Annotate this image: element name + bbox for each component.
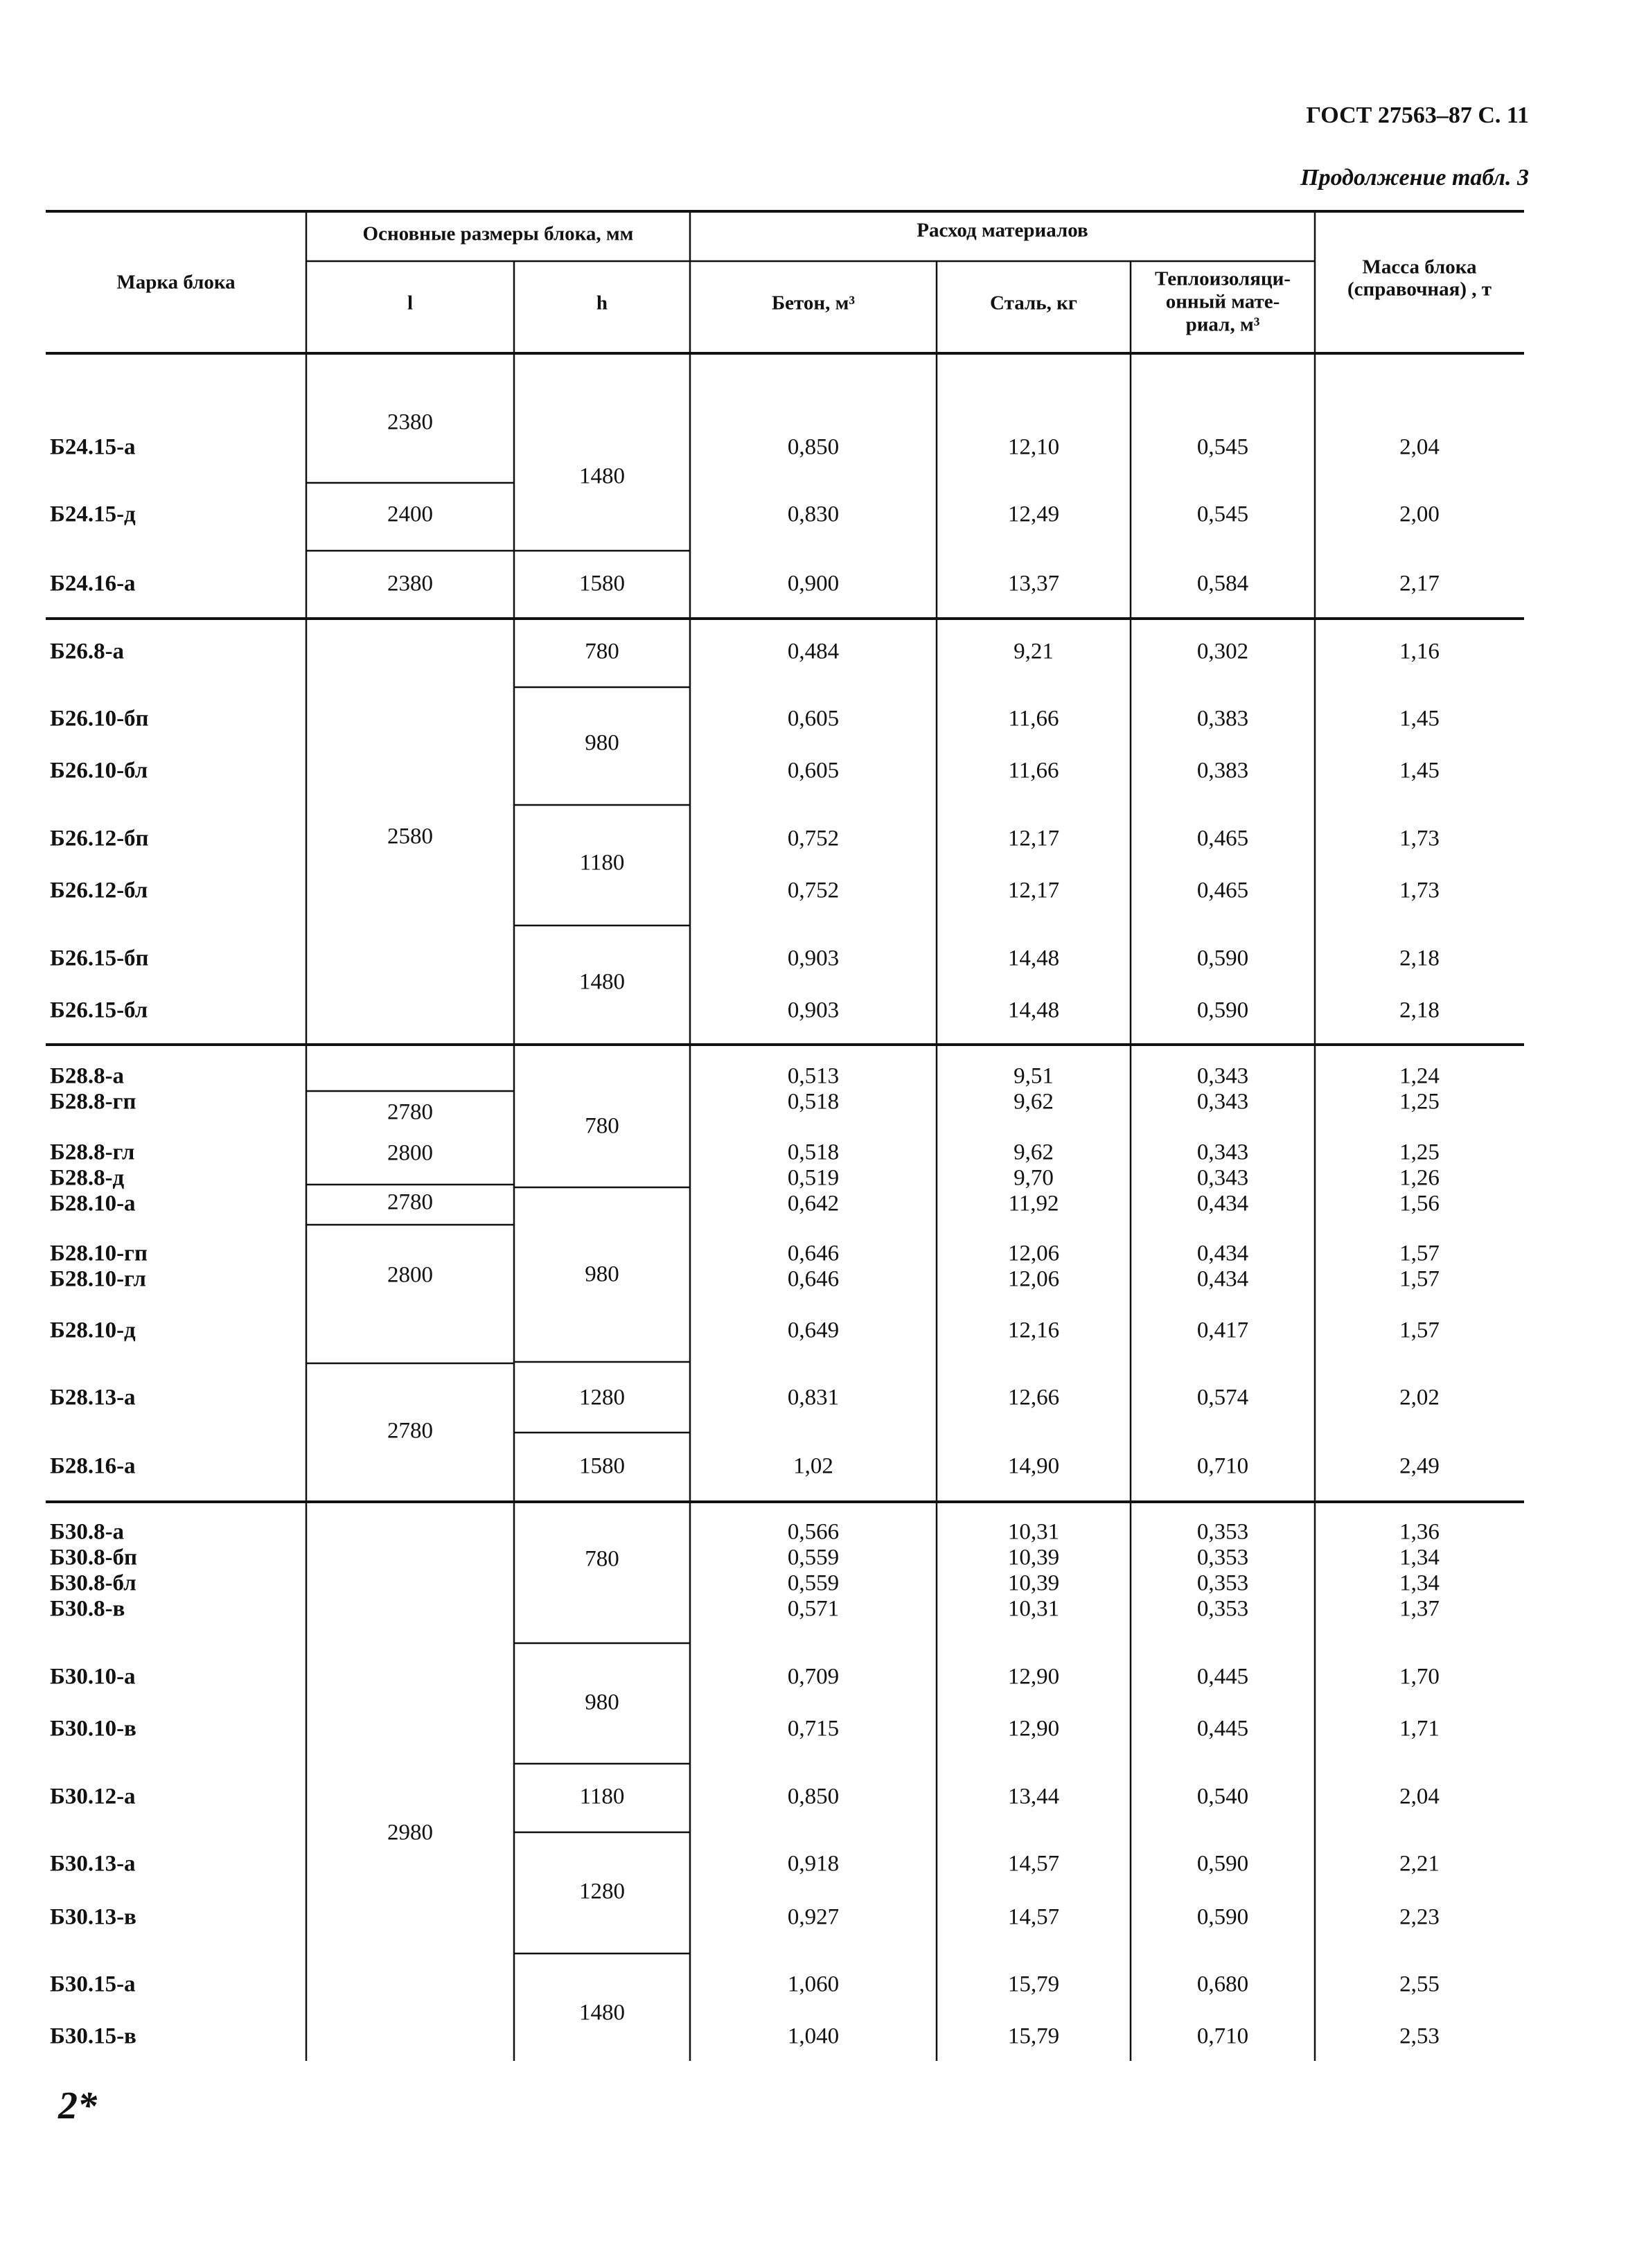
block-mark: Б30.8-а — [50, 1519, 125, 1545]
block-mark: Б26.12-бп — [50, 826, 149, 851]
mass-value: 1,56 — [1399, 1191, 1440, 1216]
insulation-value: 0,353 — [1196, 1596, 1249, 1622]
block-mark: Б28.8-гл — [50, 1140, 135, 1165]
concrete-value: 0,571 — [787, 1596, 840, 1622]
steel-value: 12,10 — [1007, 434, 1060, 460]
steel-value: 9,70 — [1014, 1165, 1054, 1191]
concrete-value: 0,646 — [787, 1241, 840, 1266]
header-h: h — [596, 292, 608, 314]
concrete-value: 0,900 — [787, 571, 840, 596]
concrete-value: 0,518 — [787, 1089, 840, 1115]
block-mark: Б24.16-а — [50, 571, 136, 596]
h-value: 1280 — [579, 1879, 625, 1904]
h-value: 980 — [585, 730, 619, 756]
h-value: 1280 — [579, 1385, 625, 1410]
block-mark: Б30.13-а — [50, 1851, 136, 1877]
mass-value: 1,36 — [1399, 1519, 1440, 1545]
h-value: 1180 — [579, 1784, 625, 1809]
h-value: 1480 — [579, 969, 625, 995]
block-mark: Б30.8-в — [50, 1596, 125, 1622]
steel-value: 14,48 — [1007, 998, 1060, 1023]
mass-value: 2,04 — [1399, 434, 1440, 460]
steel-value: 11,66 — [1008, 758, 1059, 783]
block-mark: Б30.8-бл — [50, 1570, 136, 1596]
steel-value: 11,92 — [1008, 1191, 1059, 1216]
mass-value: 1,45 — [1399, 706, 1440, 732]
steel-value: 12,16 — [1007, 1318, 1060, 1343]
steel-value: 14,90 — [1007, 1453, 1060, 1479]
block-mark: Б26.10-бл — [50, 758, 148, 783]
insulation-value: 0,383 — [1196, 758, 1249, 783]
concrete-value: 0,830 — [787, 502, 840, 527]
block-mark: Б28.13-а — [50, 1385, 136, 1410]
l-value: 2380 — [387, 571, 433, 596]
block-mark: Б26.10-бп — [50, 706, 149, 732]
insulation-value: 0,353 — [1196, 1519, 1249, 1545]
insulation-value: 0,343 — [1196, 1165, 1249, 1191]
concrete-value: 1,02 — [793, 1453, 833, 1479]
concrete-value: 0,903 — [787, 946, 840, 971]
mass-value: 1,71 — [1399, 1716, 1440, 1742]
l-value: 2780 — [387, 1099, 433, 1125]
steel-value: 11,66 — [1008, 706, 1059, 732]
concrete-value: 0,518 — [787, 1140, 840, 1165]
steel-value: 9,21 — [1014, 639, 1054, 664]
mass-value: 2,17 — [1399, 571, 1440, 596]
mass-value: 2,02 — [1399, 1385, 1440, 1410]
block-mark: Б28.10-гп — [50, 1241, 148, 1266]
steel-value: 9,62 — [1014, 1089, 1054, 1115]
block-mark: Б28.16-а — [50, 1453, 136, 1479]
mass-value: 1,45 — [1399, 758, 1440, 783]
concrete-value: 0,918 — [787, 1851, 840, 1877]
header-mark: Марка блока — [116, 271, 236, 294]
concrete-value: 0,605 — [787, 706, 840, 732]
mass-value: 2,55 — [1399, 1972, 1440, 1997]
mass-value: 2,00 — [1399, 502, 1440, 527]
insulation-value: 0,353 — [1196, 1545, 1249, 1570]
block-mark: Б26.15-бп — [50, 946, 149, 971]
insulation-value: 0,353 — [1196, 1570, 1249, 1596]
insulation-value: 0,465 — [1196, 878, 1249, 903]
insulation-value: 0,680 — [1196, 1972, 1249, 1997]
h-value: 980 — [585, 1261, 619, 1287]
mass-value: 1,70 — [1399, 1664, 1440, 1690]
block-mark: Б28.8-а — [50, 1063, 125, 1089]
insulation-value: 0,590 — [1196, 998, 1249, 1023]
mass-value: 2,18 — [1399, 998, 1440, 1023]
h-value: 780 — [585, 1546, 619, 1572]
block-mark: Б30.10-в — [50, 1716, 136, 1742]
insulation-value: 0,343 — [1196, 1063, 1249, 1089]
l-value: 2800 — [387, 1140, 433, 1166]
concrete-value: 0,484 — [787, 639, 840, 664]
insulation-value: 0,590 — [1196, 1851, 1249, 1877]
mass-value: 2,21 — [1399, 1851, 1440, 1877]
mass-value: 1,57 — [1399, 1318, 1440, 1343]
concrete-value: 0,559 — [787, 1545, 840, 1570]
steel-value: 12,90 — [1007, 1664, 1060, 1690]
insulation-value: 0,574 — [1196, 1385, 1249, 1410]
mass-value: 1,24 — [1399, 1063, 1440, 1089]
insulation-value: 0,445 — [1196, 1716, 1249, 1742]
l-value: 2780 — [387, 1189, 433, 1215]
mass-value: 1,25 — [1399, 1089, 1440, 1115]
insulation-value: 0,302 — [1196, 639, 1249, 664]
block-mark: Б30.15-в — [50, 2023, 136, 2049]
insulation-value: 0,710 — [1196, 2023, 1249, 2049]
h-value: 780 — [585, 639, 619, 664]
concrete-value: 0,715 — [787, 1716, 840, 1742]
concrete-value: 0,566 — [787, 1519, 840, 1545]
h-value: 980 — [585, 1690, 619, 1715]
block-mark: Б26.12-бл — [50, 878, 148, 903]
insulation-value: 0,584 — [1196, 571, 1249, 596]
page-signature-mark: 2* — [58, 2084, 97, 2127]
block-mark: Б28.8-гп — [50, 1089, 136, 1115]
steel-value: 10,39 — [1007, 1570, 1060, 1596]
l-value: 2380 — [387, 409, 433, 435]
h-value: 780 — [585, 1113, 619, 1139]
steel-value: 12,17 — [1007, 878, 1060, 903]
steel-value: 9,51 — [1014, 1063, 1054, 1089]
insulation-value: 0,590 — [1196, 1904, 1249, 1930]
concrete-value: 0,649 — [787, 1318, 840, 1343]
mass-value: 2,18 — [1399, 946, 1440, 971]
insulation-value: 0,383 — [1196, 706, 1249, 732]
mass-value: 1,26 — [1399, 1165, 1440, 1191]
block-mark: Б24.15-а — [50, 434, 136, 460]
concrete-value: 1,060 — [787, 1972, 840, 1997]
mass-value: 2,23 — [1399, 1904, 1440, 1930]
steel-value: 10,31 — [1007, 1596, 1060, 1622]
l-value: 2980 — [387, 1820, 433, 1845]
concrete-value: 0,605 — [787, 758, 840, 783]
h-value: 1480 — [579, 2000, 625, 2026]
h-value: 1480 — [579, 463, 625, 489]
mass-value: 1,34 — [1399, 1545, 1440, 1570]
steel-value: 10,39 — [1007, 1545, 1060, 1570]
concrete-value: 0,752 — [787, 826, 840, 851]
mass-value: 1,57 — [1399, 1266, 1440, 1292]
steel-value: 13,44 — [1007, 1784, 1060, 1809]
concrete-value: 0,646 — [787, 1266, 840, 1292]
insulation-value: 0,545 — [1196, 434, 1249, 460]
concrete-value: 0,642 — [787, 1191, 840, 1216]
mass-value: 1,73 — [1399, 878, 1440, 903]
h-value: 1580 — [579, 571, 625, 596]
steel-value: 14,48 — [1007, 946, 1060, 971]
steel-value: 12,66 — [1007, 1385, 1060, 1410]
block-mark: Б30.15-а — [50, 1972, 136, 1997]
concrete-value: 0,903 — [787, 998, 840, 1023]
l-value: 2780 — [387, 1418, 433, 1444]
h-value: 1180 — [579, 850, 625, 876]
header-insulation: онный мате- — [1165, 290, 1280, 313]
mass-value: 2,04 — [1399, 1784, 1440, 1809]
block-mark: Б28.10-гл — [50, 1266, 146, 1292]
steel-value: 15,79 — [1007, 1972, 1060, 1997]
steel-value: 12,49 — [1007, 502, 1060, 527]
steel-value: 12,90 — [1007, 1716, 1060, 1742]
header-dimensions: Основные размеры блока, мм — [362, 222, 634, 245]
steel-value: 13,37 — [1007, 571, 1060, 596]
concrete-value: 1,040 — [787, 2023, 840, 2049]
insulation-value: 0,540 — [1196, 1784, 1249, 1809]
concrete-value: 0,709 — [787, 1664, 840, 1690]
header-concrete: Бетон, м³ — [771, 292, 856, 314]
block-mark: Б30.8-бп — [50, 1545, 138, 1570]
block-mark: Б26.8-а — [50, 639, 125, 664]
insulation-value: 0,343 — [1196, 1140, 1249, 1165]
steel-value: 12,06 — [1007, 1241, 1060, 1266]
page-header: ГОСТ 27563–87 С. 11 — [1306, 103, 1529, 128]
mass-value: 2,49 — [1399, 1453, 1440, 1479]
mass-value: 1,57 — [1399, 1241, 1440, 1266]
steel-value: 12,06 — [1007, 1266, 1060, 1292]
block-mark: Б24.15-д — [50, 502, 136, 527]
mass-value: 1,34 — [1399, 1570, 1440, 1596]
steel-value: 14,57 — [1007, 1904, 1060, 1930]
insulation-value: 0,545 — [1196, 502, 1249, 527]
mass-value: 1,16 — [1399, 639, 1440, 664]
header-mass: Масса блока — [1362, 256, 1477, 278]
steel-value: 14,57 — [1007, 1851, 1060, 1877]
insulation-value: 0,343 — [1196, 1089, 1249, 1115]
l-value: 2400 — [387, 502, 433, 527]
concrete-value: 0,559 — [787, 1570, 840, 1596]
block-mark: Б26.15-бл — [50, 998, 148, 1023]
l-value: 2800 — [387, 1262, 433, 1288]
l-value: 2580 — [387, 824, 433, 849]
h-value: 1580 — [579, 1453, 625, 1479]
mass-value: 2,53 — [1399, 2023, 1440, 2049]
concrete-value: 0,513 — [787, 1063, 840, 1089]
header-insulation: риал, м³ — [1185, 313, 1260, 336]
steel-value: 15,79 — [1007, 2023, 1060, 2049]
header-mass: (справочная) , т — [1347, 278, 1492, 301]
block-mark: Б28.10-д — [50, 1318, 136, 1343]
insulation-value: 0,710 — [1196, 1453, 1249, 1479]
mass-value: 1,25 — [1399, 1140, 1440, 1165]
insulation-value: 0,590 — [1196, 946, 1249, 971]
header-materials: Расход материалов — [917, 219, 1088, 242]
insulation-value: 0,445 — [1196, 1664, 1249, 1690]
header-insulation: Теплоизоляци- — [1155, 267, 1291, 290]
header-l: l — [407, 292, 414, 314]
steel-value: 12,17 — [1007, 826, 1060, 851]
block-mark: Б30.13-в — [50, 1904, 136, 1930]
concrete-value: 0,850 — [787, 1784, 840, 1809]
block-mark: Б28.10-а — [50, 1191, 136, 1216]
header-steel: Сталь, кг — [990, 292, 1077, 314]
insulation-value: 0,465 — [1196, 826, 1249, 851]
concrete-value: 0,927 — [787, 1904, 840, 1930]
insulation-value: 0,434 — [1196, 1266, 1249, 1292]
table-continuation-label: Продолжение табл. 3 — [1300, 165, 1529, 191]
block-mark: Б28.8-д — [50, 1165, 125, 1191]
block-mark: Б30.12-а — [50, 1784, 136, 1809]
concrete-value: 0,752 — [787, 878, 840, 903]
insulation-value: 0,434 — [1196, 1191, 1249, 1216]
steel-value: 9,62 — [1014, 1140, 1054, 1165]
concrete-value: 0,519 — [787, 1165, 840, 1191]
concrete-value: 0,831 — [787, 1385, 840, 1410]
mass-value: 1,37 — [1399, 1596, 1440, 1622]
block-mark: Б30.10-а — [50, 1664, 136, 1690]
insulation-value: 0,417 — [1196, 1318, 1249, 1343]
insulation-value: 0,434 — [1196, 1241, 1249, 1266]
steel-value: 10,31 — [1007, 1519, 1060, 1545]
concrete-value: 0,850 — [787, 434, 840, 460]
mass-value: 1,73 — [1399, 826, 1440, 851]
